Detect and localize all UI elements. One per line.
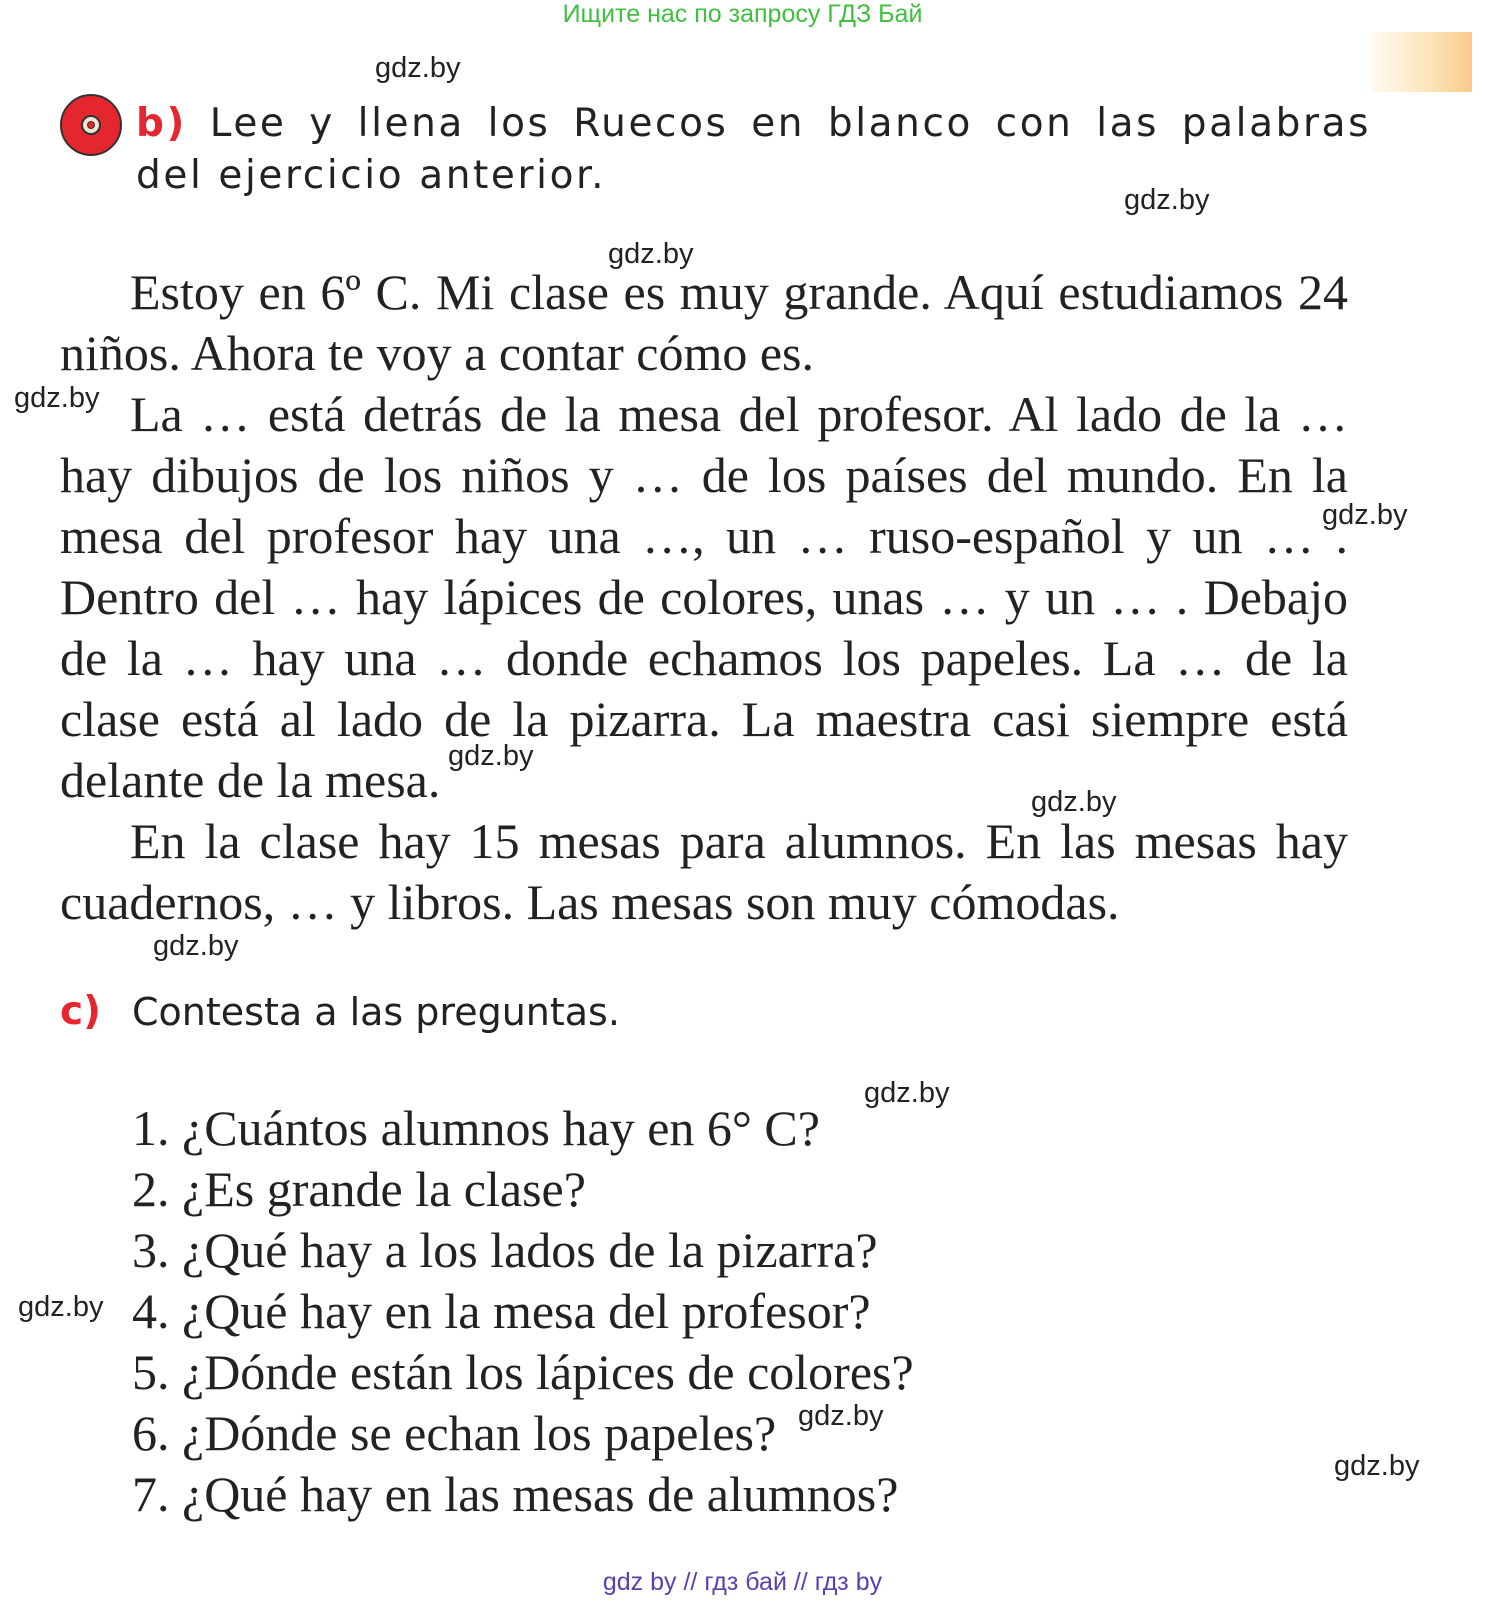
exercise-b-letter: b) <box>136 101 187 146</box>
exercise-c-instruction: Contesta a las preguntas. <box>132 990 620 1034</box>
question-item: 2. ¿Es grande la clase? <box>132 1161 586 1217</box>
question-item: 4. ¿Qué hay en la mesa del profesor? <box>132 1283 871 1339</box>
watermark: gdz.by <box>1031 786 1117 818</box>
watermark: gdz.by <box>448 740 534 772</box>
exercise-c-letter: c) <box>60 989 101 1034</box>
passage-paragraph-1: Estoy en 6º C. Mi clase es muy grande. Aquí estudiamos 24 niños. Ahora te voy a contar cómo es. <box>60 264 1348 381</box>
watermark: gdz.by <box>1124 184 1210 216</box>
question-item: 5. ¿Dónde están los lápices de colores? <box>132 1344 914 1400</box>
watermark: gdz.by <box>153 930 239 962</box>
watermark: gdz.by <box>1334 1450 1420 1482</box>
question-item: 7. ¿Qué hay en las mesas de alumnos? <box>132 1466 899 1522</box>
question-item: 1. ¿Cuántos alumnos hay en 6° C? <box>132 1100 820 1156</box>
passage-paragraph-3: En la clase hay 15 mesas para alumnos. En las mesas hay cuadernos, … y libros. Las mesas son muy cómodas. <box>60 813 1348 930</box>
question-item: 6. ¿Dónde se echan los papeles? <box>132 1405 777 1461</box>
watermark: gdz.by <box>798 1400 884 1432</box>
questions-list <box>132 1098 914 1525</box>
watermark: gdz.by <box>14 382 100 414</box>
audio-disc-center <box>87 121 95 129</box>
reading-passage <box>60 262 1348 933</box>
top-banner: Ищите нас по запросу ГДЗ Бай <box>562 0 923 28</box>
watermark: gdz.by <box>18 1291 104 1323</box>
footer-links: gdz by // гдз бай // гдз by <box>602 1568 883 1596</box>
question-item: 3. ¿Qué hay a los lados de la pizarra? <box>132 1222 878 1278</box>
audio-disc-icon[interactable] <box>60 94 122 156</box>
passage-paragraph-2: La … está detrás de la mesa del profesor. Al lado de la … hay dibujos de los niños y … de los países del mundo. En la mesa del profesor hay una …, un … ruso-español y un … . Dentro del … hay lápices de colores, unas … y un … . Debajo de la … hay una … donde echamos los papeles. La … de la clase está al lado de la pizarra. La maestra casi siempre está delante de la mesa. <box>60 386 1348 808</box>
exercise-b-instruction: Lee y llena los Ruecos en blanco con las palabras del ejercicio anterior. <box>136 101 1371 198</box>
watermark: gdz.by <box>864 1077 950 1109</box>
watermark: gdz.by <box>608 238 694 270</box>
page-corner-tab <box>1372 32 1472 92</box>
watermark: gdz.by <box>375 52 461 84</box>
watermark: gdz.by <box>1322 499 1408 531</box>
